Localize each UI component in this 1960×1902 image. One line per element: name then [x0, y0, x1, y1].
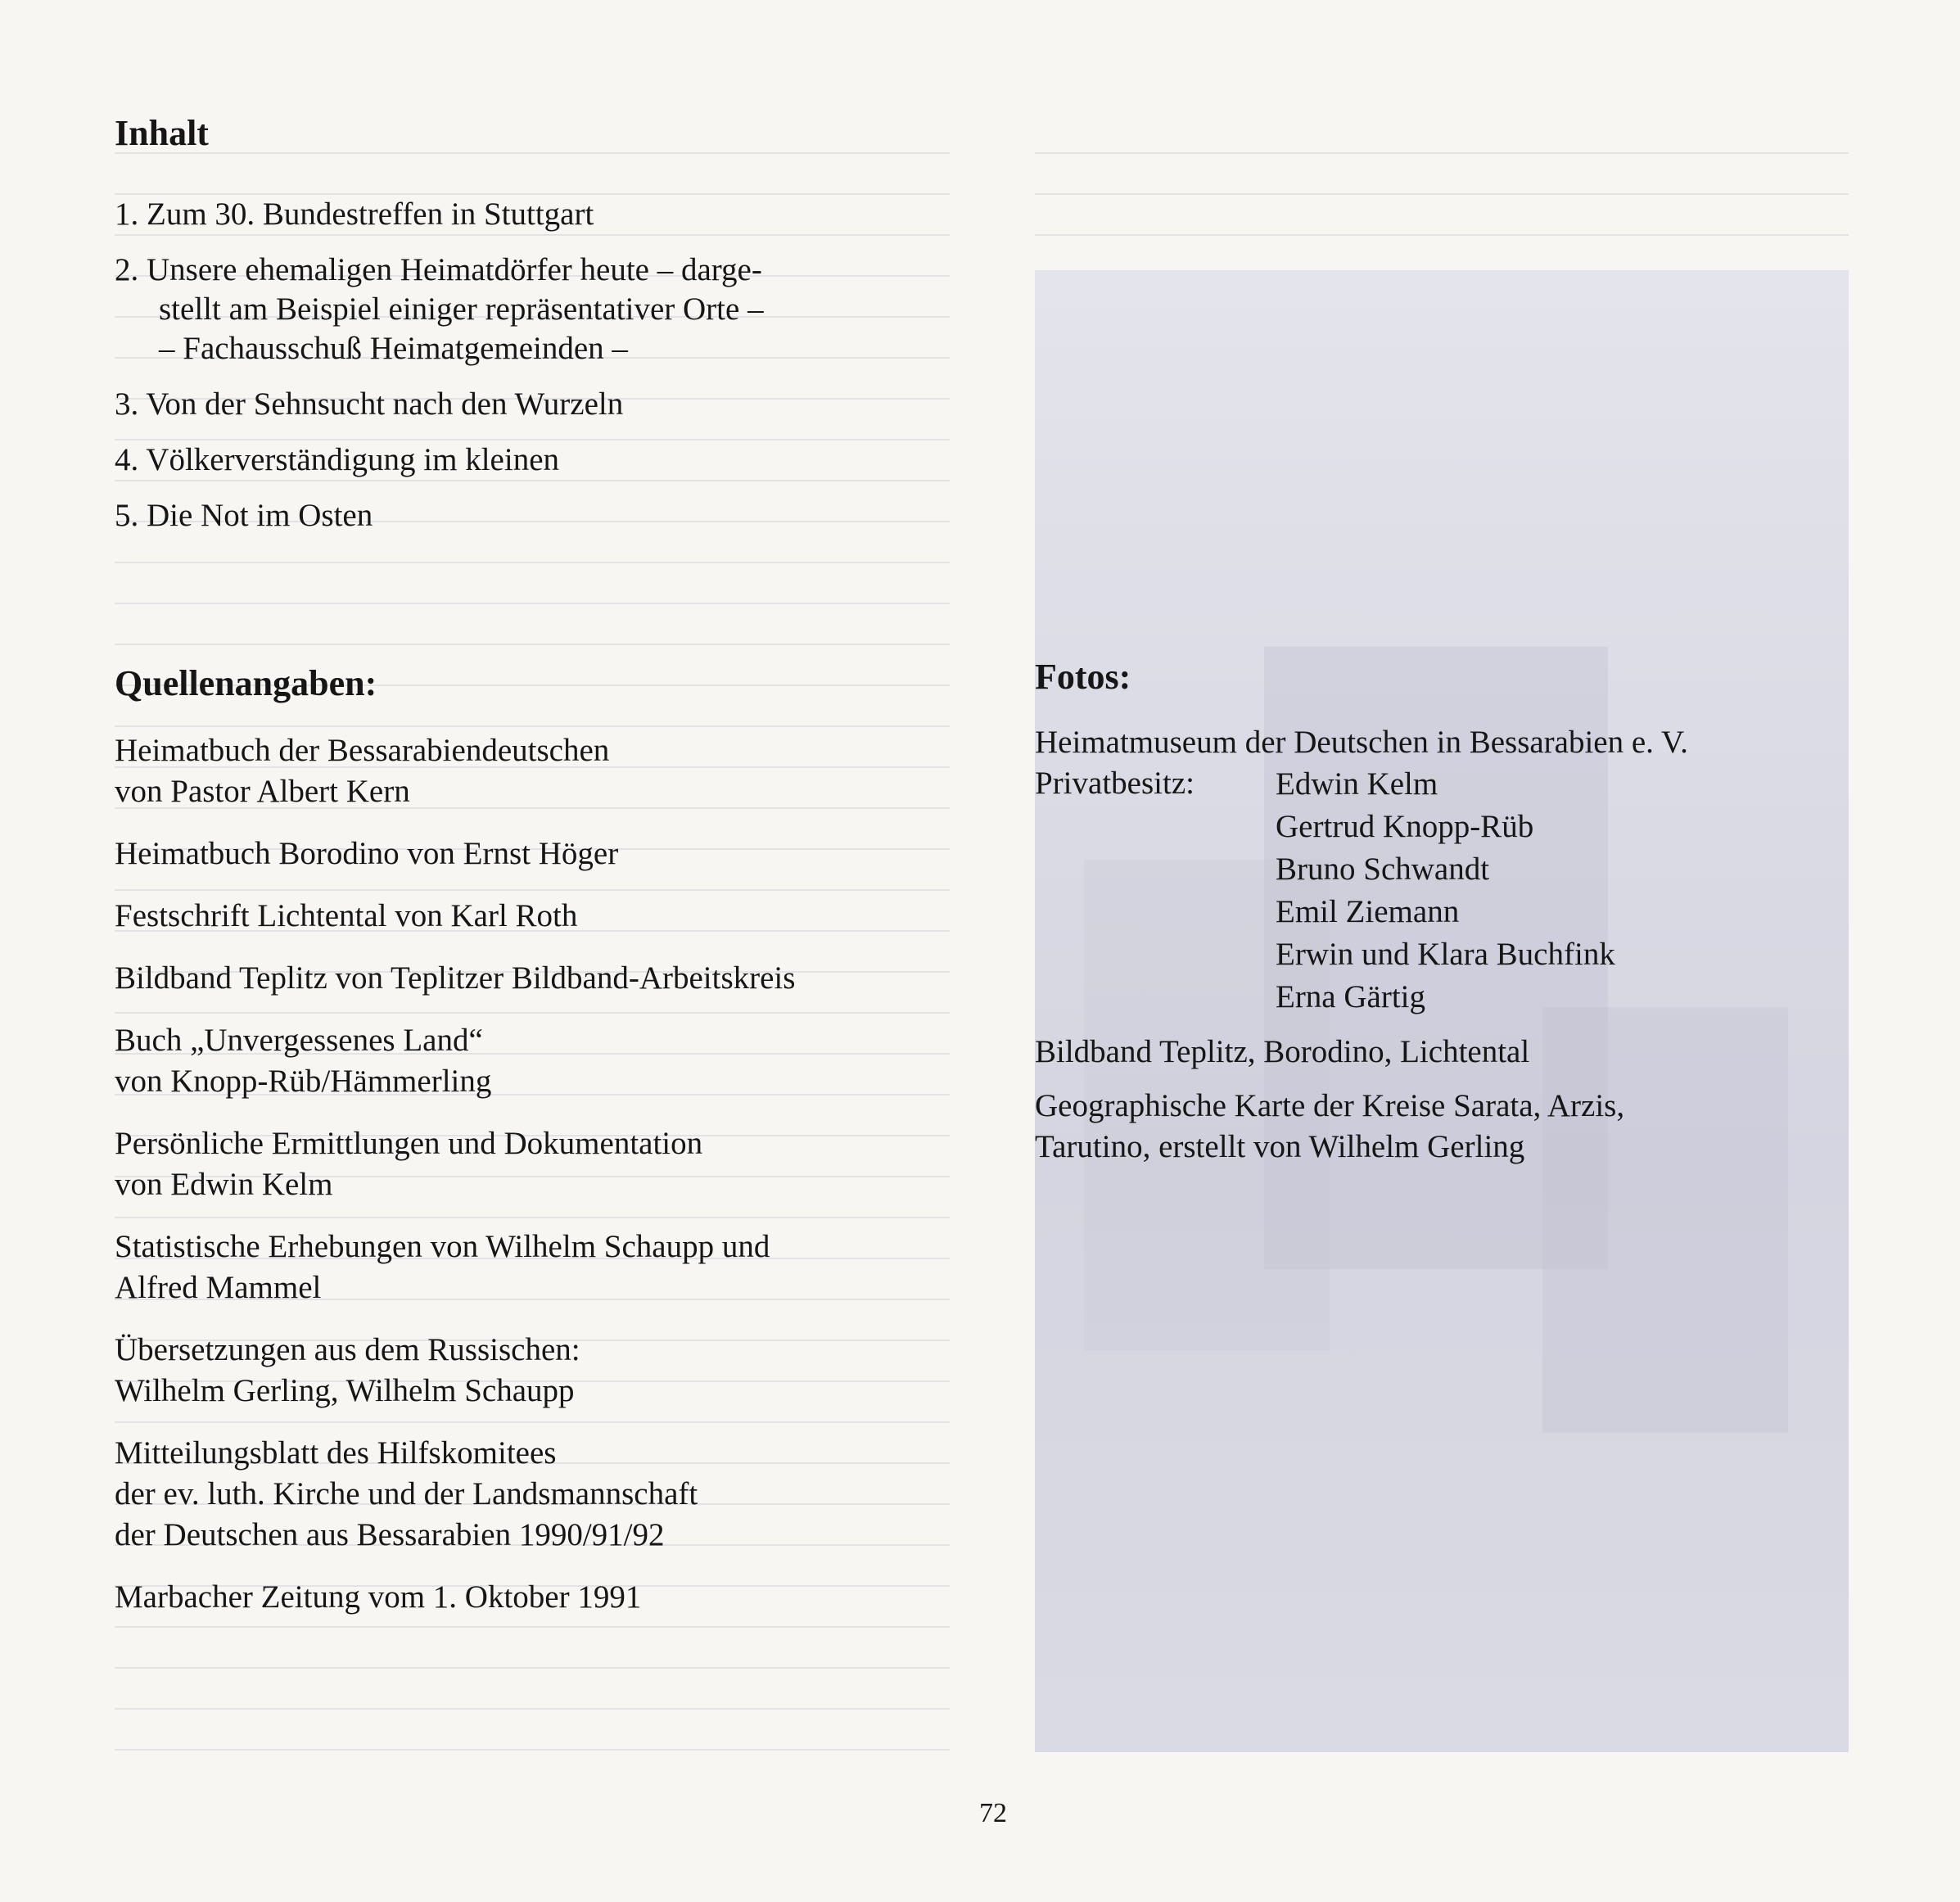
- photo-credit-other: [1035, 1086, 1854, 1168]
- owner-name: Erwin und Klara Buchfink: [1276, 937, 1615, 972]
- source-line: von Knopp-Rüb/Hämmerling: [115, 1064, 492, 1099]
- private-names: [1276, 763, 1615, 1019]
- source-entry: [115, 1020, 1015, 1102]
- private-label: Privatbesitz:: [1035, 766, 1195, 801]
- owner-name: Edwin Kelm: [1276, 766, 1438, 802]
- source-line: Mitteilungsblatt des Hilfskomitees: [115, 1435, 557, 1471]
- toc-item-continuation: stellt am Beispiel einiger repräsentativer Orte –: [159, 291, 764, 327]
- source-entry: [115, 730, 1015, 812]
- source-entry: [115, 1123, 1015, 1205]
- source-entry: [115, 1227, 1015, 1308]
- photos-heading: Fotos:: [1035, 657, 1131, 697]
- toc-heading: Inhalt: [115, 113, 209, 153]
- page-number: 72: [979, 1798, 1007, 1828]
- source-line: Heimatbuch der Bessarabiendeutschen: [115, 733, 610, 768]
- source-entry: [115, 1330, 1015, 1412]
- photo-credit-other: Bildband Teplitz, Borodino, Lichtental: [1035, 1034, 1530, 1069]
- toc-item: 3. Von der Sehnsucht nach den Wurzeln: [115, 386, 624, 422]
- source-line: Persönliche Ermittlungen und Dokumentation: [115, 1126, 703, 1161]
- toc-item: 4. Völkerverständigung im kleinen: [115, 442, 560, 477]
- sources-heading: Quellenangaben:: [115, 663, 377, 703]
- source-entry: Bildband Teplitz von Teplitzer Bildband-Arbeitskreis: [115, 960, 796, 996]
- photo-credits: [1035, 722, 1854, 1168]
- source-line: der ev. luth. Kirche und der Landsmannschaft: [115, 1476, 698, 1511]
- sources-list: [115, 730, 1015, 1639]
- toc-item: 2. Unsere ehemaligen Heimatdörfer heute – darge-: [115, 252, 762, 287]
- source-entry: Festschrift Lichtental von Karl Roth: [115, 898, 578, 933]
- owner-name: Erna Gärtig: [1276, 979, 1426, 1014]
- owner-name: Bruno Schwandt: [1276, 852, 1490, 887]
- photo-credit-line: Tarutino, erstellt von Wilhelm Gerling: [1035, 1129, 1525, 1164]
- source-line: Übersetzungen aus dem Russischen:: [115, 1332, 580, 1367]
- source-line: von Pastor Albert Kern: [115, 774, 410, 809]
- toc-item: 5. Die Not im Osten: [115, 498, 373, 533]
- bleed-through-right: [1035, 113, 1849, 277]
- owner-name: Emil Ziemann: [1276, 894, 1460, 929]
- toc-list: [115, 195, 966, 552]
- photo-credit-museum: Heimatmuseum der Deutschen in Bessarabien e. V.: [1035, 725, 1688, 760]
- source-entry: Marbacher Zeitung vom 1. Oktober 1991: [115, 1579, 642, 1615]
- source-line: der Deutschen aus Bessarabien 1990/91/92: [115, 1517, 665, 1552]
- private-owners: [1035, 763, 1854, 1019]
- source-line: von Edwin Kelm: [115, 1167, 333, 1202]
- owner-name: Gertrud Knopp-Rüb: [1276, 809, 1534, 844]
- toc-item-continuation: – Fachausschuß Heimatgemeinden –: [159, 331, 628, 366]
- photo-credit-line: Geographische Karte der Kreise Sarata, Arzis,: [1035, 1088, 1625, 1123]
- source-line: Wilhelm Gerling, Wilhelm Schaupp: [115, 1373, 575, 1408]
- toc-item: 1. Zum 30. Bundestreffen in Stuttgart: [115, 197, 594, 232]
- source-entry: Heimatbuch Borodino von Ernst Höger: [115, 836, 619, 871]
- source-line: Alfred Mammel: [115, 1270, 322, 1305]
- source-line: Buch „Unvergessenes Land“: [115, 1023, 483, 1058]
- source-line: Statistische Erhebungen von Wilhelm Schaupp und: [115, 1229, 770, 1264]
- source-entry: [115, 1433, 1015, 1556]
